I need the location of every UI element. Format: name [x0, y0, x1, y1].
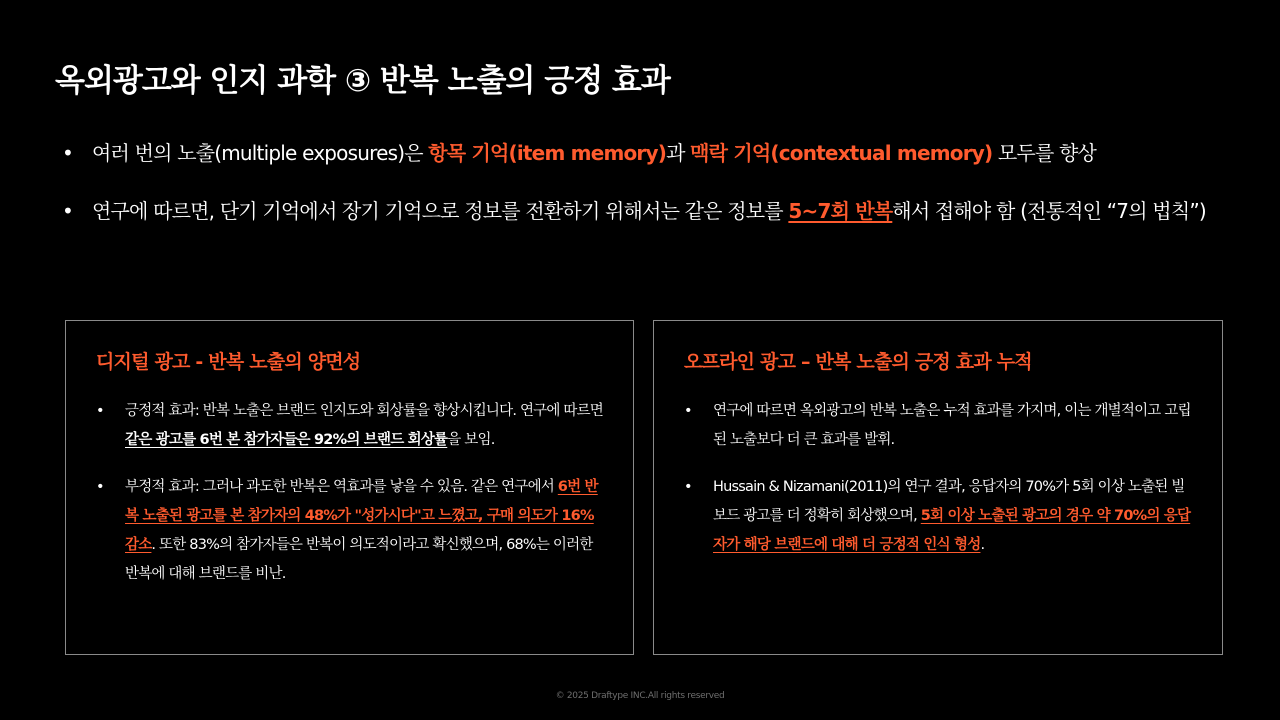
item-emphasis: 5회 이상 노출된 광고의 경우 약 70%의 응답자가 해당 브랜드에 대해 더 긍정적 인식 형성	[713, 508, 1191, 553]
point-text: 해서 접해야 함 (전통적인 “7의 법칙”)	[892, 199, 1206, 223]
highlight-repetition-count: 5~7회 반복	[788, 199, 893, 223]
bullet-icon: •	[684, 479, 692, 495]
bullet-icon: •	[96, 479, 104, 495]
key-point	[62, 136, 1242, 170]
item-text: .	[980, 537, 985, 553]
bullet-icon: •	[62, 141, 73, 165]
highlight-item-memory: 항목 기억(item memory)	[428, 141, 667, 165]
item-text: 을 보임.	[447, 432, 495, 448]
key-points	[62, 136, 1242, 252]
slide-title: 옥외광고와 인지 과학 ③ 반복 노출의 긍정 효과	[55, 63, 670, 99]
bullet-icon: •	[96, 403, 104, 419]
panel-item	[96, 397, 606, 455]
item-emphasis: 6번 반복 노출된 광고를 본 참가자의 48%가 "성가시다"고 느꼈고, 구매 의도가 16% 감소	[125, 479, 598, 553]
item-emphasis: 같은 광고를 6번 본 참가자들은 92%의 브랜드 회상률	[125, 432, 448, 448]
item-text: . 또한 83%의 참가자들은 반복이 의도적이라고 확신했으며, 68%는 이러한 반복에 대해 브랜드를 비난.	[125, 537, 593, 582]
point-text: 여러 번의 노출(multiple exposures)은	[92, 141, 429, 165]
item-text: 연구에 따르면 옥외광고의 반복 노출은 누적 효과를 가지며, 이는 개별적이고 고립된 노출보다 더 큰 효과를 발휘.	[713, 403, 1191, 448]
copyright-footer: © 2025 Draftype INC.All rights reserved	[555, 691, 725, 701]
bullet-icon: •	[684, 403, 692, 419]
point-text: 모두를 향상	[992, 141, 1097, 165]
panel-item	[96, 473, 606, 589]
offline-ad-panel	[653, 320, 1223, 655]
panel-heading: 디지털 광고 - 반복 노출의 양면성	[96, 351, 361, 373]
item-text: 긍정적 효과: 반복 노출은 브랜드 인지도와 회상률을 향상시킵니다. 연구에 따르면	[125, 403, 604, 419]
point-text: 연구에 따르면, 단기 기억에서 장기 기억으로 정보를 전환하기 위해서는 같은 정보를	[92, 199, 789, 223]
bullet-icon: •	[62, 199, 73, 223]
digital-ad-panel	[65, 320, 634, 655]
highlight-contextual-memory: 맥락 기억(contextual memory)	[690, 141, 993, 165]
panel-item	[684, 397, 1194, 455]
item-text: 부정적 효과: 그러나 과도한 반복은 역효과를 낳을 수 있음. 같은 연구에서	[125, 479, 558, 495]
item-text: Hussain & Nizamani(2011)의 연구 결과, 응답자의 70%가 5회 이상 노출된 빌보드 광고를 더 정확히 회상했으며,	[713, 479, 1185, 524]
key-point	[62, 194, 1242, 228]
panel-heading: 오프라인 광고 – 반복 노출의 긍정 효과 누적	[684, 351, 1032, 373]
point-text: 과	[666, 141, 691, 165]
panel-item	[684, 473, 1194, 560]
